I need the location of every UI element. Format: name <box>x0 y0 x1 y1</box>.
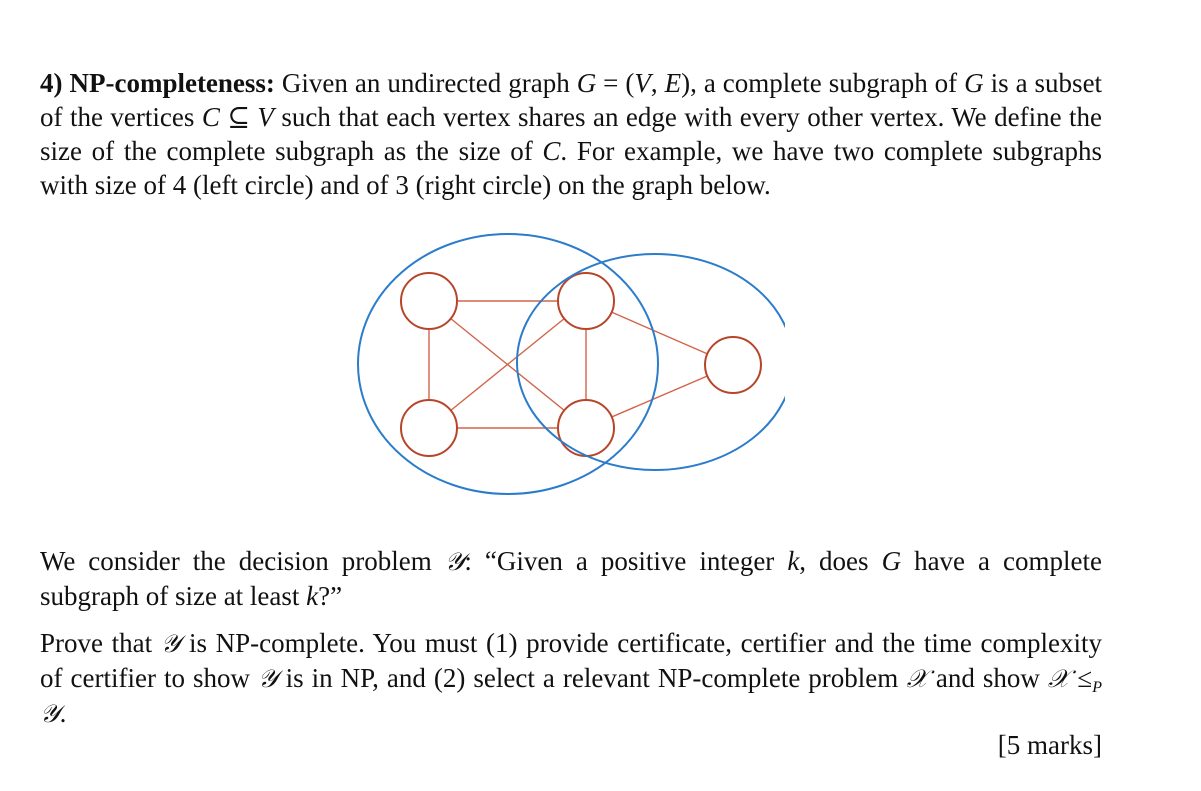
math-subseteq: ⊆ <box>219 102 258 132</box>
decision-text-2: : “Given a positive integer <box>464 546 788 576</box>
decision-text-4: have a complete subgraph of size at least <box>40 546 1102 611</box>
intro-text-2: ), a complete subgraph of <box>681 68 965 98</box>
math-X: 𝒳 <box>906 664 928 693</box>
question-intro-paragraph <box>40 66 1102 202</box>
prove-text-2: is NP-complete. You must (1) provide certificate, certifier and the time complexity of certifier to show <box>40 628 1102 693</box>
prove-text-1: Prove that <box>40 628 161 658</box>
question-number: 4) <box>40 68 63 98</box>
math-X-2: 𝒳 <box>1047 664 1070 693</box>
graph-node <box>705 337 761 393</box>
intro-text-3: is a subset of the vertices <box>40 68 1103 132</box>
math-k: k <box>787 546 800 576</box>
decision-problem-paragraph <box>40 544 1102 613</box>
intro-text-4: such that each vertex shares an edge with every other vertex. We define the size of the complete subgraph as the size of <box>40 102 1103 166</box>
intro-text-1: Given an undirected graph <box>274 68 577 98</box>
math-E: E <box>664 68 682 98</box>
prove-paragraph <box>40 626 1102 731</box>
math-C-2: C <box>542 136 561 166</box>
graph-node <box>401 400 457 456</box>
math-comma: , <box>650 68 665 98</box>
prove-text-5: . <box>59 698 67 728</box>
math-leq: ≤ <box>1069 663 1093 693</box>
prove-text-3: is in NP, and (2) select a relevant NP-complete problem <box>277 663 907 693</box>
graph-nodes <box>401 273 761 456</box>
decision-text-5: ?” <box>318 581 343 611</box>
graph-node <box>401 273 457 329</box>
math-Y-4: 𝒴 <box>40 699 60 728</box>
graph-node <box>558 400 614 456</box>
graph-figure <box>315 225 785 500</box>
math-k-2: k <box>306 581 319 611</box>
math-G-2: G <box>964 68 984 98</box>
math-Y-2: 𝒴 <box>160 629 181 658</box>
decision-text-1: We consider the decision problem <box>40 546 445 576</box>
math-V: V <box>634 68 651 98</box>
math-P-subscript: P <box>1092 679 1102 696</box>
math-Y: 𝒴 <box>444 547 465 576</box>
graph-node <box>558 273 614 329</box>
math-G: G <box>576 68 597 98</box>
math-C: C <box>201 102 220 132</box>
question-title: NP-completeness: <box>69 68 275 98</box>
math-eq: = ( <box>596 68 635 98</box>
decision-text-3: , does <box>799 546 882 576</box>
math-V-2: V <box>257 102 274 132</box>
math-Y-3: 𝒴 <box>257 664 278 693</box>
marks-label: [5 marks] <box>997 730 1102 760</box>
math-G-3: G <box>881 546 902 576</box>
intro-text-5: . For example, we have two complete subgraphs with size of 4 (left circle) and of 3 (right circle) on the graph below. <box>40 136 1102 200</box>
prove-text-4: and show <box>927 663 1048 693</box>
